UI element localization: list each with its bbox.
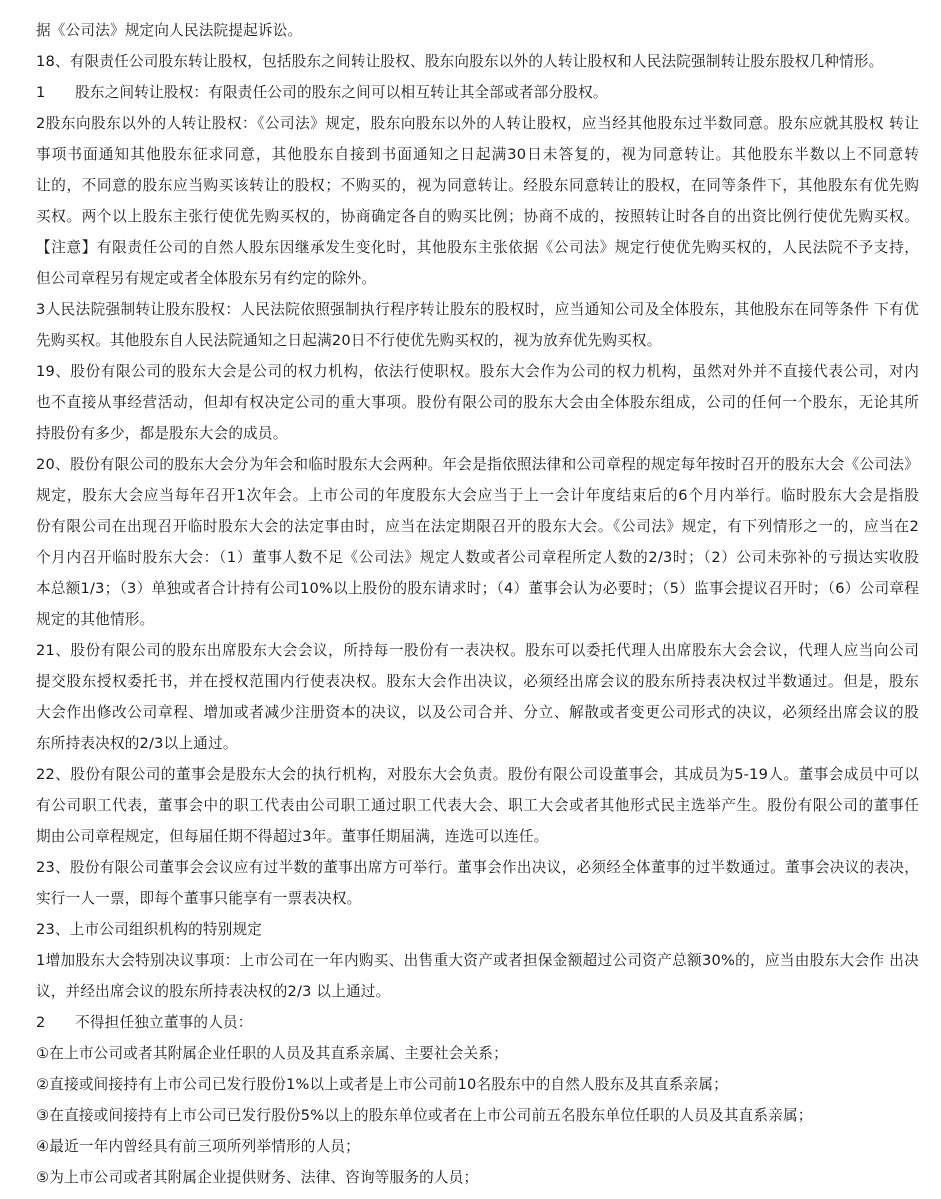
text-line: 18、有限责任公司股东转让股权，包括股东之间转让股权、股东向股东以外的人转让股权和人民法院强制转让股东股权几种情形。 bbox=[36, 53, 884, 70]
text-line: 23、上市公司组织机构的特别规定 bbox=[36, 921, 263, 938]
text-line: 23、股份有限公司董事会会议应有过半数的董事出席方可举行。董事会作出决议，必须经全体董事的过半数通过。董事会决议的表决， bbox=[36, 859, 919, 876]
text-line: ③在直接或间接持有上市公司已发行股份5%以上的股东单位或者在上市公司前五名股东单位任职的人员及其直系亲属； bbox=[36, 1107, 813, 1124]
text-line: 20、股份有限公司的股东大会分为年会和临时股东大会两种。年会是指依照法律和公司章程的规定每年按时召开的股东大会《公司法》 bbox=[36, 456, 919, 473]
text-line: 个月内召开临时股东大会：（1）董事人数不足《公司法》规定人数或者公司章程所定人数的2/3时；（2）公司未弥补的亏损达实收股 bbox=[36, 549, 919, 566]
text-line: 东所持表决权的2/3以上通过。 bbox=[36, 735, 238, 752]
text-line: 据《公司法》规定向人民法院提起诉讼。 bbox=[36, 22, 303, 39]
text-line: 但公司章程另有规定或者全体股东另有约定的除外。 bbox=[36, 270, 377, 287]
text-line: 22、股份有限公司的董事会是股东大会的执行机构，对股东大会负责。股份有限公司设董事会，其成员为5-19人。董事会成员中可以 bbox=[36, 766, 919, 783]
text-line: 3人民法院强制转让股东股权：人民法院依照强制执行程序转让股东的股权时，应当通知公司及全体股东，其他股东在同等条件 下有优 bbox=[36, 301, 919, 318]
text-line: 2 不得担任独立董事的人员： bbox=[36, 1014, 253, 1031]
text-line: ④最近一年内曾经具有前三项所列举情形的人员； bbox=[36, 1138, 360, 1155]
text-line: ②直接或间接持有上市公司已发行股份1%以上或者是上市公司前10名股东中的自然人股东及其直系亲属； bbox=[36, 1076, 728, 1093]
text-line: 【注意】有限责任公司的自然人股东因继承发生变化时，其他股东主张依据《公司法》规定行使优先购买权的，人民法院不予支持， bbox=[36, 239, 919, 256]
text-line: 1增加股东大会特别决议事项：上市公司在一年内购买、出售重大资产或者担保金额超过公司资产总额30%的，应当由股东大会作 出决 bbox=[36, 952, 919, 969]
text-line: 议，并经出席会议的股东所持表决权的2/3 以上通过。 bbox=[36, 983, 391, 1000]
text-line: 持股份有多少，都是股东大会的成员。 bbox=[36, 425, 288, 442]
text-line: 21、股份有限公司的股东出席股东大会会议，所持每一股份有一表决权。股东可以委托代理人出席股东大会会议，代理人应当向公司 bbox=[36, 642, 919, 659]
text-line: 实行一人一票，即每个董事只能享有一票表决权。 bbox=[36, 890, 362, 907]
text-line: 2股东向股东以外的人转让股权：《公司法》规定，股东向股东以外的人转让股权，应当经其他股东过半数同意。股东应就其股权 转让 bbox=[36, 115, 919, 132]
text-line: 期由公司章程规定，但每届任期不得超过3年。董事任期届满，连选可以连任。 bbox=[36, 828, 549, 845]
text-line: 规定，股东大会应当每年召开1次年会。上市公司的年度股东大会应当于上一会计年度结束后的6个月内举行。临时股东大会是指股 bbox=[36, 487, 919, 504]
text-line: 19、股份有限公司的股东大会是公司的权力机构，依法行使职权。股东大会作为公司的权力机构，虽然对外并不直接代表公司，对内 bbox=[36, 363, 919, 380]
text-line: 本总额1/3；（3）单独或者合计持有公司10%以上股份的股东请求时；（4）董事会认为必要时；（5）监事会提议召开时；（6）公司章程 bbox=[36, 580, 919, 597]
text-line: 大会作出修改公司章程、增加或者减少注册资本的决议，以及公司合并、分立、解散或者变更公司形式的决议，必须经出席会议的股 bbox=[36, 704, 919, 721]
text-line: 事项书面通知其他股东征求同意，其他股东自接到书面通知之日起满30日未答复的，视为同意转让。其他股东半数以上不同意转 bbox=[36, 146, 919, 163]
text-line: 也不直接从事经营活动，但却有权决定公司的重大事项。股份有限公司的股东大会由全体股东组成，公司的任何一个股东，无论其所 bbox=[36, 394, 919, 411]
text-line: 有公司职工代表，董事会中的职工代表由公司职工通过职工代表大会、职工大会或者其他形式民主选举产生。股份有限公司的董事任 bbox=[36, 797, 919, 814]
text-line: 1 股东之间转让股权：有限责任公司的股东之间可以相互转让其全部或者部分股权。 bbox=[36, 84, 608, 101]
text-line: 让的，不同意的股东应当购买该转让的股权；不购买的，视为同意转让。经股东同意转让的股权，在同等条件下，其他股东有优先购 bbox=[36, 177, 919, 194]
text-line: 先购买权。其他股东自人民法院通知之日起满20日不行使优先购买权的，视为放弃优先购买权。 bbox=[36, 332, 662, 349]
text-line: 提交股东授权委托书，并在授权范围内行使表决权。股东大会作出决议，必须经出席会议的股东所持表决权过半数通过。但是，股东 bbox=[36, 673, 919, 690]
text-line: ①在上市公司或者其附属企业任职的人员及其直系亲属、主要社会关系； bbox=[36, 1045, 508, 1062]
text-line: 份有限公司在出现召开临时股东大会的法定事由时，应当在法定期限召开的股东大会。《公司法》规定，有下列情形之一的，应当在2 bbox=[36, 518, 919, 535]
text-line: 规定的其他情形。 bbox=[36, 611, 155, 628]
text-line: ⑤为上市公司或者其附属企业提供财务、法律、咨询等服务的人员； bbox=[36, 1169, 479, 1186]
text-line: 买权。两个以上股东主张行使优先购买权的，协商确定各自的购买比例；协商不成的，按照转让时各自的出资比例行使优先购买权。 bbox=[36, 208, 919, 225]
